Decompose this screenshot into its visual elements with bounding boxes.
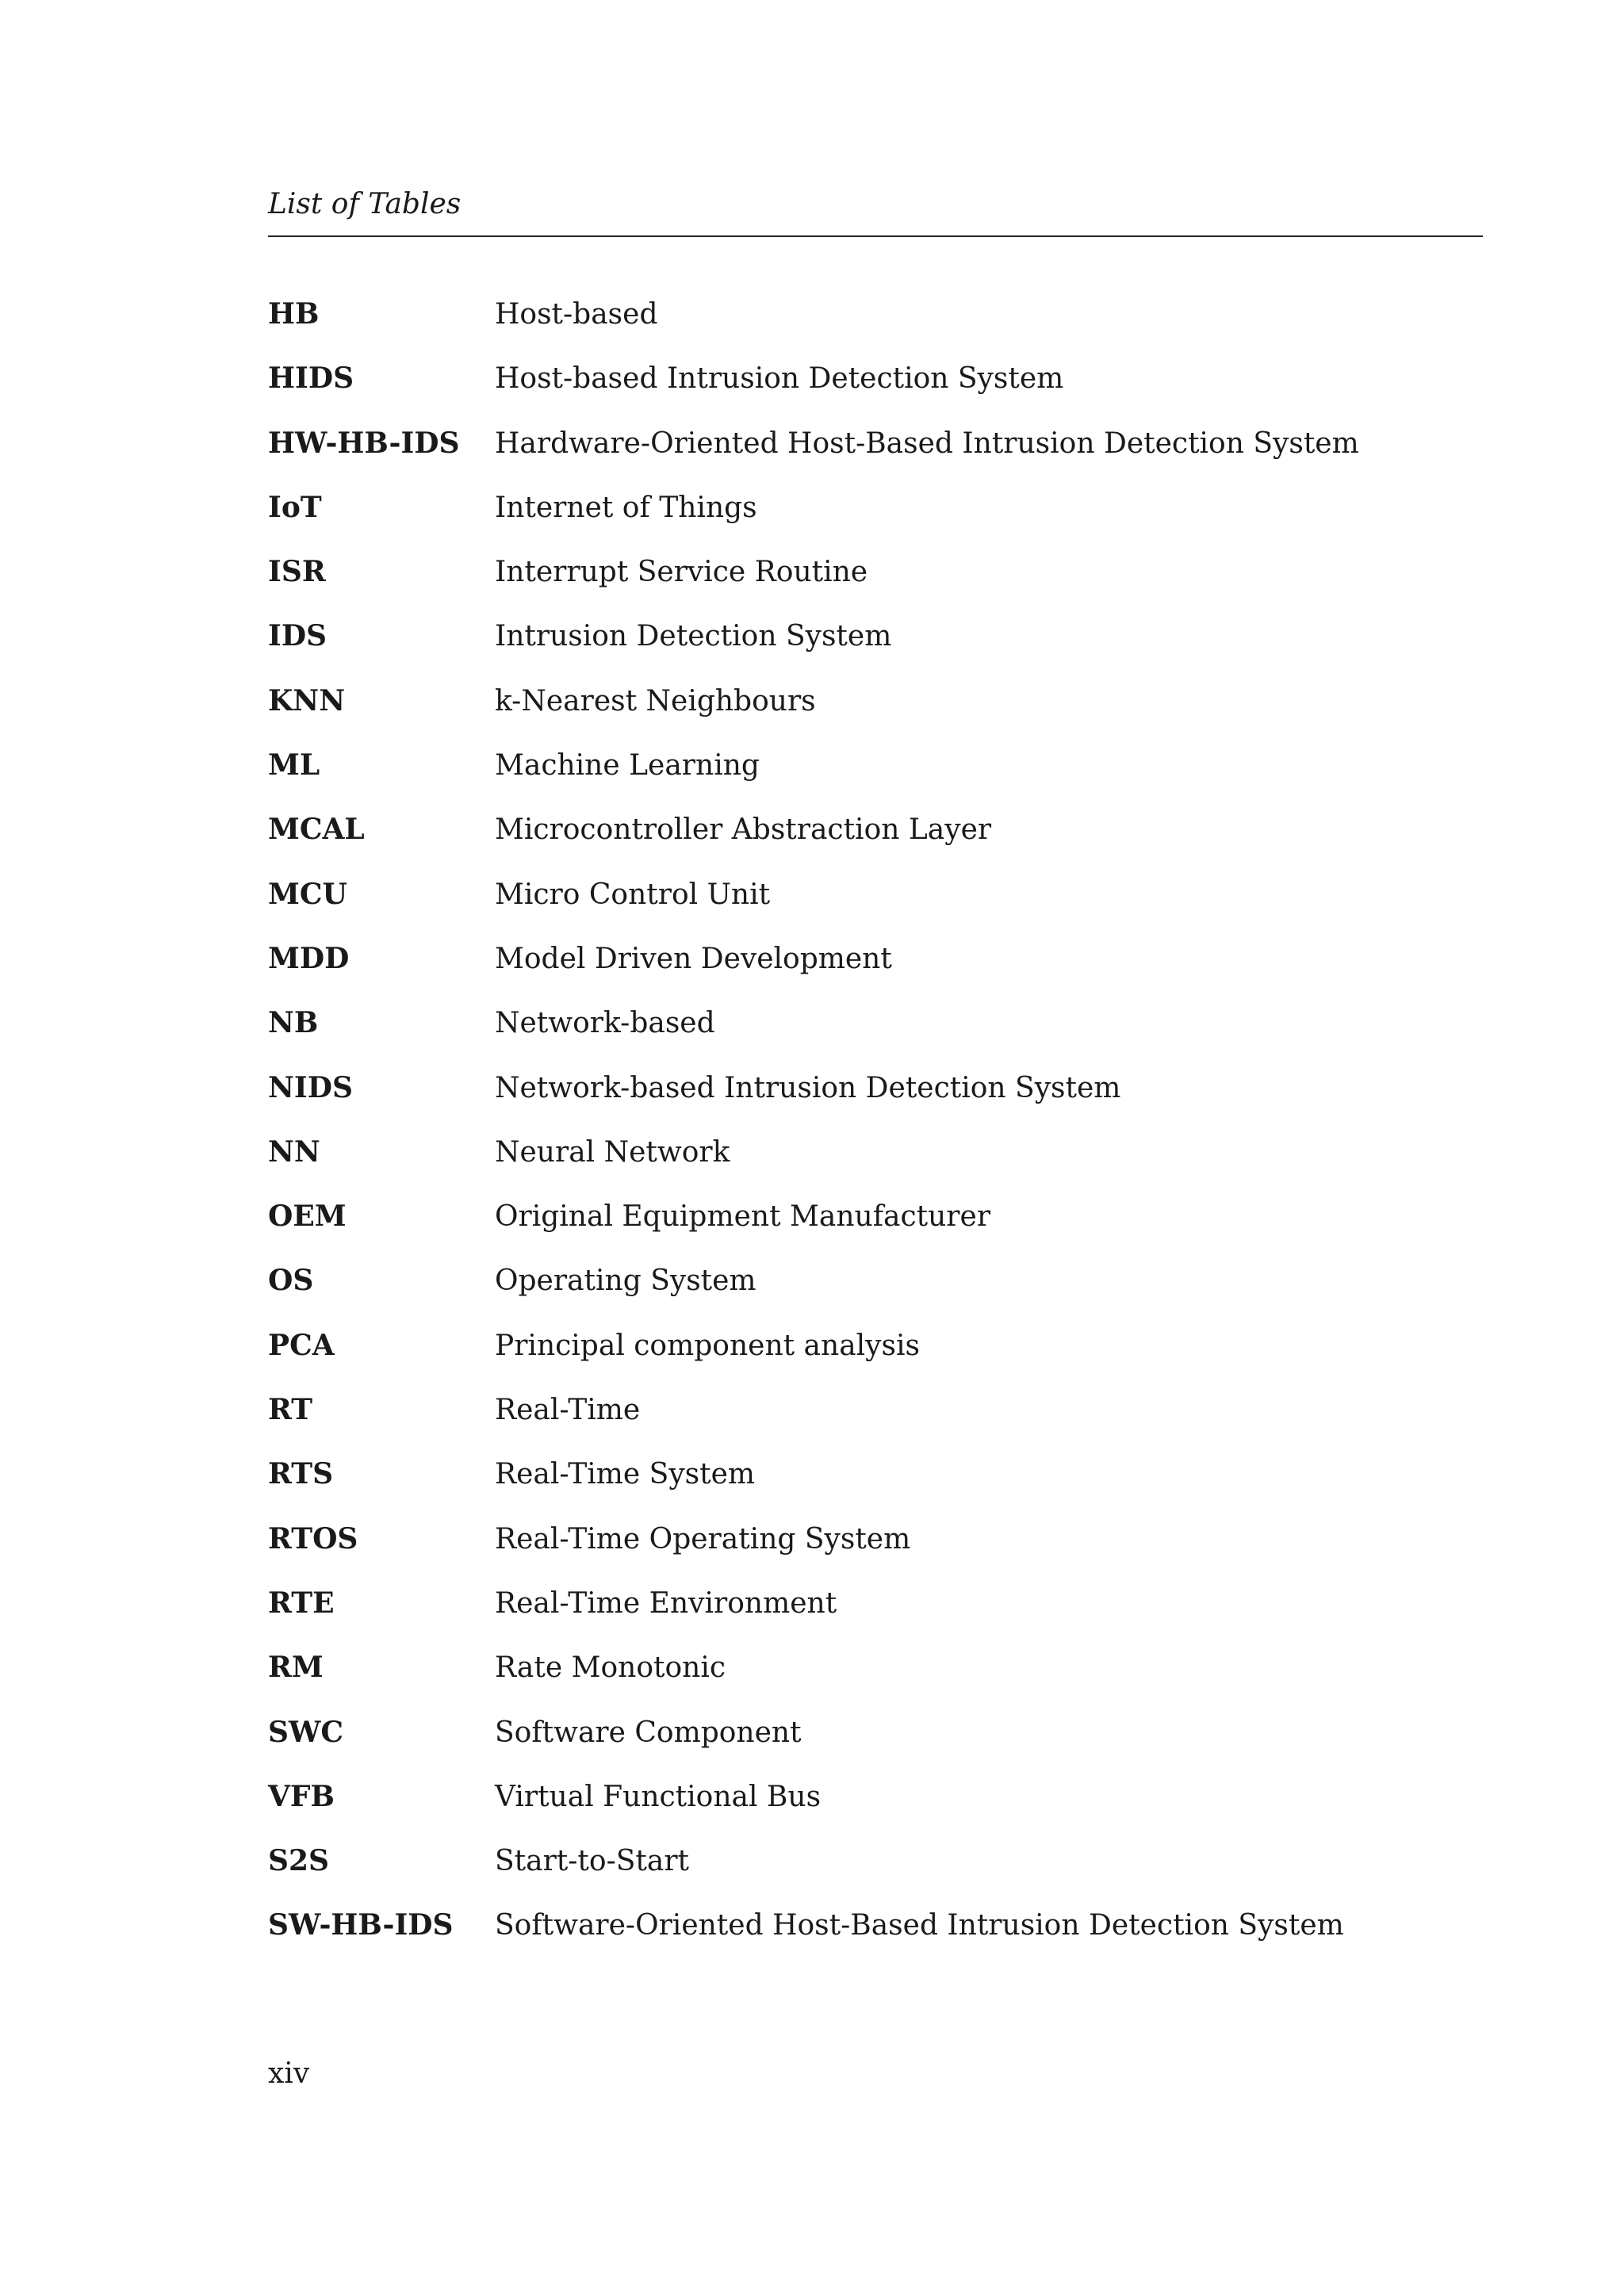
abbreviation-entry bbox=[268, 1456, 1483, 1521]
abbreviation-description: Model Driven Development bbox=[495, 942, 892, 975]
abbreviation-entry bbox=[268, 490, 1483, 554]
abbreviation-description: Neural Network bbox=[495, 1135, 730, 1169]
abbreviation-description: Real-Time System bbox=[495, 1458, 756, 1491]
abbreviation-entry bbox=[268, 1586, 1483, 1650]
header-rule bbox=[268, 235, 1483, 237]
abbreviation-entry bbox=[268, 297, 1483, 361]
abbreviation-entry bbox=[268, 1650, 1483, 1714]
abbreviation-description: Software Component bbox=[495, 1716, 802, 1749]
abbreviation-description: Real-Time Environment bbox=[495, 1586, 837, 1620]
abbreviation-entry bbox=[268, 748, 1483, 812]
abbreviation-entry bbox=[268, 1328, 1483, 1392]
abbreviation: MCAL bbox=[268, 813, 365, 847]
running-header: List of Tables bbox=[268, 188, 462, 220]
abbreviation-description: Operating System bbox=[495, 1265, 756, 1298]
abbreviation-description: Rate Monotonic bbox=[495, 1651, 726, 1685]
abbreviation-entry bbox=[268, 1263, 1483, 1327]
abbreviation-entry bbox=[268, 941, 1483, 1005]
abbreviation: RM bbox=[268, 1651, 324, 1685]
abbreviation: KNN bbox=[268, 683, 346, 718]
abbreviation-entry bbox=[268, 618, 1483, 683]
abbreviation-description: Host-based Intrusion Detection System bbox=[495, 362, 1064, 396]
abbreviation-description: Start-to-Start bbox=[495, 1845, 690, 1878]
page-number: xiv bbox=[268, 2057, 310, 2090]
abbreviation: IDS bbox=[268, 619, 327, 653]
abbreviation: S2S bbox=[268, 1844, 330, 1878]
abbreviation: MCU bbox=[268, 877, 347, 911]
abbreviation-description: Machine Learning bbox=[495, 749, 760, 783]
abbreviation-list bbox=[268, 297, 1483, 1973]
abbreviation-entry bbox=[268, 1135, 1483, 1199]
abbreviation-description: Micro Control Unit bbox=[495, 878, 771, 911]
abbreviation-entry bbox=[268, 1908, 1483, 1972]
abbreviation-entry bbox=[268, 877, 1483, 941]
abbreviation-description: Network-based bbox=[495, 1007, 715, 1040]
abbreviation-description: Principal component analysis bbox=[495, 1329, 920, 1362]
abbreviation: NIDS bbox=[268, 1070, 353, 1104]
abbreviation: NB bbox=[268, 1006, 319, 1040]
abbreviation: ISR bbox=[268, 555, 326, 589]
abbreviation-description: Network-based Intrusion Detection System bbox=[495, 1071, 1121, 1104]
abbreviation-entry bbox=[268, 1005, 1483, 1070]
abbreviation: VFB bbox=[268, 1779, 335, 1813]
abbreviation-description: Host-based bbox=[495, 298, 658, 331]
abbreviation: OS bbox=[268, 1264, 314, 1298]
abbreviation-description: Real-Time bbox=[495, 1394, 641, 1427]
abbreviation-description: Hardware-Oriented Host-Based Intrusion Detection System bbox=[495, 427, 1359, 460]
abbreviation: MDD bbox=[268, 941, 350, 975]
abbreviation: NN bbox=[268, 1135, 320, 1169]
abbreviation-entry bbox=[268, 1392, 1483, 1456]
abbreviation: HB bbox=[268, 297, 320, 331]
abbreviation: PCA bbox=[268, 1328, 335, 1362]
abbreviation-description: Intrusion Detection System bbox=[495, 620, 892, 653]
abbreviation: RT bbox=[268, 1393, 313, 1427]
abbreviation-entry bbox=[268, 812, 1483, 876]
abbreviation-description: Software-Oriented Host-Based Intrusion Detection System bbox=[495, 1909, 1344, 1942]
abbreviation-entry bbox=[268, 1715, 1483, 1779]
abbreviation-description: Virtual Functional Bus bbox=[495, 1780, 822, 1813]
abbreviation: OEM bbox=[268, 1200, 347, 1234]
abbreviation-description: Microcontroller Abstraction Layer bbox=[495, 813, 992, 847]
abbreviation-entry bbox=[268, 1199, 1483, 1263]
abbreviation: ML bbox=[268, 748, 320, 783]
abbreviation-entry bbox=[268, 1521, 1483, 1586]
abbreviation-description: k-Nearest Neighbours bbox=[495, 684, 816, 718]
abbreviation-entry bbox=[268, 1843, 1483, 1908]
abbreviation-entry bbox=[268, 361, 1483, 425]
abbreviation: RTS bbox=[268, 1457, 334, 1491]
abbreviation-description: Interrupt Service Routine bbox=[495, 556, 868, 589]
abbreviation-entry bbox=[268, 554, 1483, 618]
abbreviation: HW-HB-IDS bbox=[268, 426, 460, 460]
abbreviation: SW-HB-IDS bbox=[268, 1908, 454, 1942]
abbreviation: RTE bbox=[268, 1586, 335, 1620]
abbreviation: IoT bbox=[268, 490, 322, 524]
abbreviation-description: Real-Time Operating System bbox=[495, 1522, 911, 1556]
abbreviation-entry bbox=[268, 683, 1483, 748]
abbreviation-entry bbox=[268, 1779, 1483, 1843]
abbreviation-entry bbox=[268, 1070, 1483, 1135]
abbreviation: HIDS bbox=[268, 362, 354, 396]
abbreviation: SWC bbox=[268, 1715, 344, 1749]
abbreviation-description: Internet of Things bbox=[495, 491, 757, 524]
abbreviation-description: Original Equipment Manufacturer bbox=[495, 1200, 991, 1234]
abbreviation: RTOS bbox=[268, 1521, 358, 1556]
abbreviation-entry bbox=[268, 426, 1483, 490]
